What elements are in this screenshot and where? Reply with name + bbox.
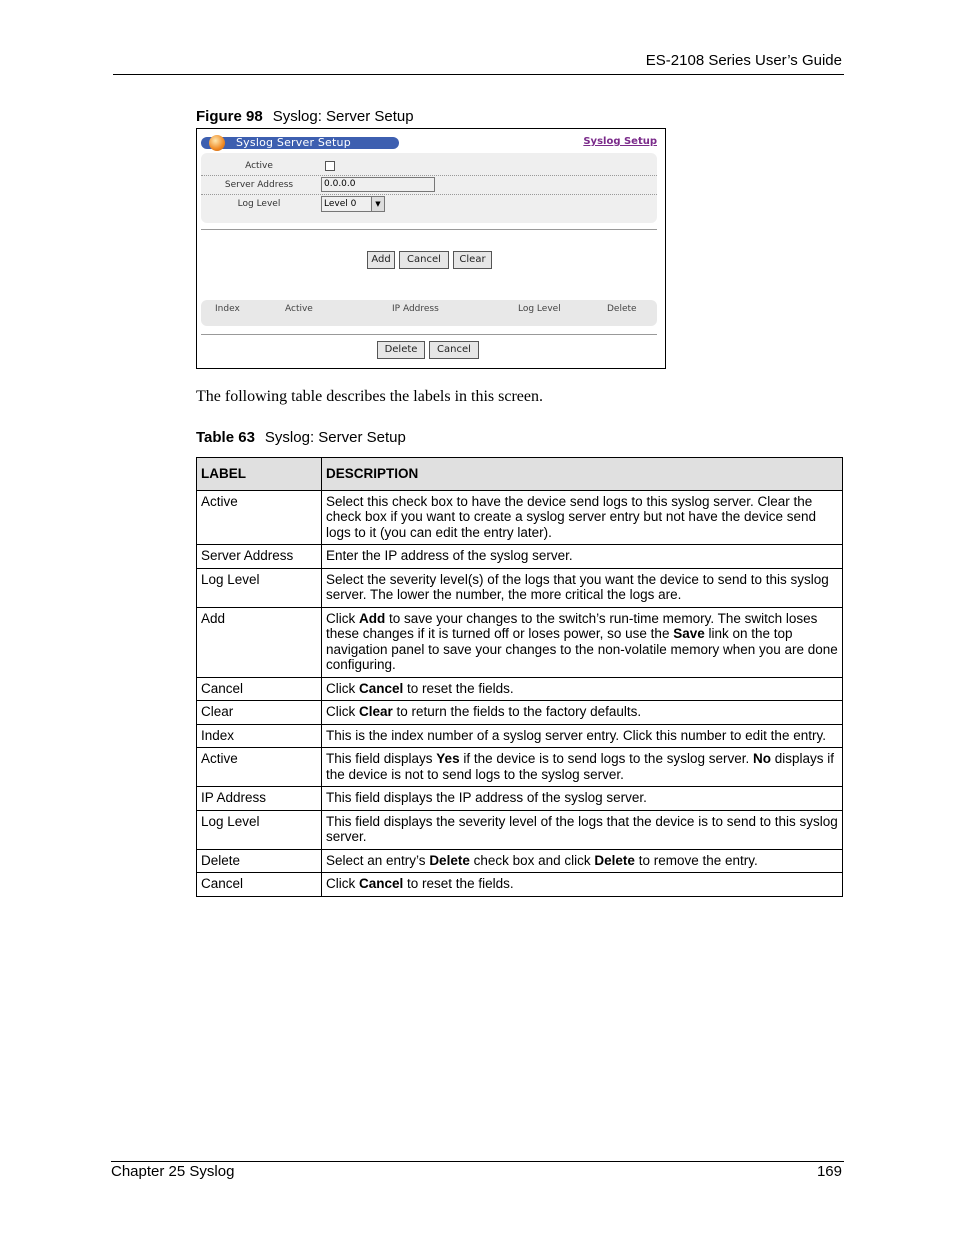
- header-label: LABEL: [197, 458, 322, 491]
- row-description: [322, 568, 843, 607]
- active-checkbox[interactable]: [325, 161, 335, 171]
- description-text: to save your changes to the switch’s run-time memory. The switch loses these changes if it is turned off or loses power, so use the: [326, 610, 818, 641]
- table-row: [197, 568, 843, 607]
- log-level-row: [201, 194, 657, 213]
- row-label: Add: [197, 607, 322, 677]
- row-description: [322, 849, 843, 873]
- guide-title: ES-2108 Series User’s Guide: [645, 52, 842, 69]
- intro-text: The following table describes the labels in this screen.: [196, 388, 544, 405]
- bold-term: Delete: [429, 852, 470, 868]
- description-text: Click: [326, 704, 359, 719]
- description-text: Enter the IP address of the syslog server.: [326, 548, 573, 563]
- server-setup-form: [201, 153, 657, 223]
- bold-term: Delete: [594, 852, 635, 868]
- syslog-setup-link[interactable]: Syslog Setup: [583, 136, 657, 147]
- row-label: Server Address: [197, 545, 322, 569]
- description-text: to remove the entry.: [634, 852, 758, 868]
- column-active: Active: [285, 304, 313, 314]
- description-text: if the device is to send logs to the syslog server.: [459, 751, 753, 766]
- description-text: to reset the fields.: [403, 680, 514, 696]
- description-text: This field displays the severity level of the logs that the device is to send to this syslog server.: [326, 813, 838, 844]
- page-number: 169: [816, 1163, 842, 1180]
- description-text: to return the fields to the factory defaults.: [392, 704, 642, 719]
- log-level-select[interactable]: [321, 196, 385, 212]
- figure-caption: [196, 108, 414, 125]
- column-ip-address: IP Address: [392, 304, 439, 314]
- table-row: [197, 873, 843, 897]
- description-text: to reset the fields.: [403, 876, 514, 891]
- orb-icon: [209, 135, 225, 151]
- row-label: Log Level: [197, 568, 322, 607]
- header-description: DESCRIPTION: [322, 458, 843, 491]
- cancel-button[interactable]: Cancel: [399, 251, 449, 269]
- row-description: [322, 748, 843, 787]
- row-description: [322, 724, 843, 748]
- description-text: check box and click: [469, 852, 595, 868]
- delete-button[interactable]: Delete: [377, 341, 425, 359]
- column-delete: Delete: [607, 304, 637, 314]
- table-row: [197, 724, 843, 748]
- chapter-title: Chapter 25 Syslog: [111, 1163, 235, 1180]
- column-index: Index: [215, 304, 240, 314]
- chevron-down-icon: ▼: [371, 197, 384, 211]
- row-description: [322, 677, 843, 701]
- table-row: [197, 490, 843, 545]
- clear-button[interactable]: Clear: [453, 251, 492, 269]
- description-text: This is the index number of a syslog server entry. Click this number to edit the entry.: [326, 727, 826, 743]
- description-text: Click: [326, 680, 359, 696]
- active-label: Active: [245, 161, 273, 171]
- row-description: [322, 607, 843, 677]
- divider: [201, 229, 657, 230]
- bold-term: No: [752, 751, 771, 766]
- row-label: Cancel: [197, 677, 322, 701]
- header-rule: [113, 74, 844, 75]
- add-button[interactable]: Add: [367, 251, 395, 269]
- table-row: [197, 701, 843, 725]
- bold-term: Clear: [359, 704, 393, 719]
- bold-term: Cancel: [359, 680, 404, 696]
- row-description: [322, 787, 843, 811]
- server-address-input[interactable]: 0.0.0.0: [321, 177, 435, 192]
- description-text: link on the top navigation panel to save your changes to the non-volatile memory when you are done configuring.: [326, 626, 838, 672]
- table-caption: [196, 429, 406, 446]
- server-address-row: [201, 175, 657, 195]
- table-title: Syslog: Server Setup: [264, 429, 406, 446]
- screen-title: Syslog Server Setup: [236, 136, 351, 149]
- row-label: Cancel: [197, 873, 322, 897]
- row-label: Index: [197, 724, 322, 748]
- table-row: [197, 787, 843, 811]
- description-text: displays if the device is not to send logs to the syslog server.: [326, 751, 835, 782]
- description-text: This field displays the IP address of the syslog server.: [326, 790, 647, 805]
- log-level-label: Log Level: [237, 199, 281, 209]
- bold-term: Cancel: [359, 876, 404, 891]
- row-label: Clear: [197, 701, 322, 725]
- bold-term: Add: [359, 610, 386, 626]
- table-row: [197, 849, 843, 873]
- table-row: [197, 810, 843, 849]
- description-text: Select the severity level(s) of the logs that you want the device to send to this syslog server. The lower the number, the more critical the logs are.: [326, 571, 829, 602]
- row-description: [322, 545, 843, 569]
- description-text: Select an entry’s: [326, 852, 430, 868]
- footer-rule: [111, 1161, 844, 1162]
- active-row: [201, 156, 657, 176]
- description-text: Click: [326, 876, 359, 891]
- row-label: Active: [197, 748, 322, 787]
- row-description: [322, 873, 843, 897]
- row-description: [322, 490, 843, 545]
- figure-title: Syslog: Server Setup: [272, 108, 414, 125]
- description-text: Click: [326, 610, 359, 626]
- row-label: Log Level: [197, 810, 322, 849]
- row-description: [322, 701, 843, 725]
- cancel-button-2[interactable]: Cancel: [429, 341, 479, 359]
- table-row: [197, 545, 843, 569]
- bold-term: Save: [673, 626, 705, 641]
- table-row: [197, 607, 843, 677]
- description-text: This field displays: [326, 751, 437, 766]
- row-label: Delete: [197, 849, 322, 873]
- screenshot-figure: [196, 128, 666, 369]
- row-label: Active: [197, 490, 322, 545]
- description-table: [196, 457, 843, 897]
- table-row: [197, 748, 843, 787]
- row-description: [322, 810, 843, 849]
- log-level-value: Level 0: [324, 199, 357, 209]
- table-header-row: [197, 458, 843, 491]
- column-log-level: Log Level: [518, 304, 561, 314]
- server-address-label: Server Address: [224, 180, 294, 190]
- divider: [201, 334, 657, 335]
- server-list-header: [201, 300, 657, 326]
- description-text: Select this check box to have the device send logs to this syslog server. Clear the check box if you want to create a syslog server entry but not have the device send logs to it (you can edit the entry later).: [326, 493, 817, 540]
- figure-number: Figure 98: [196, 108, 263, 125]
- bold-term: Yes: [436, 751, 460, 766]
- row-label: IP Address: [197, 787, 322, 811]
- table-row: [197, 677, 843, 701]
- table-number: Table 63: [196, 429, 255, 446]
